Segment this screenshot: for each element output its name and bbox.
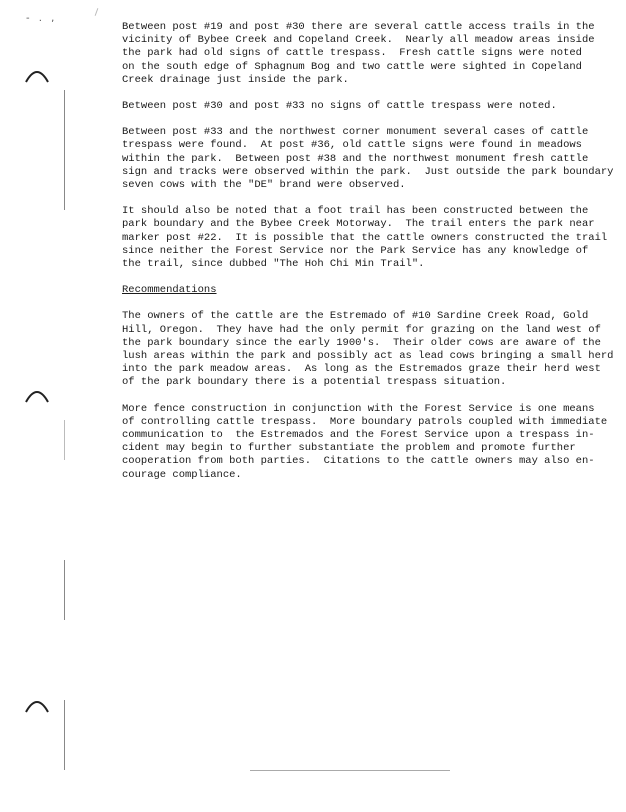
text-line: It should also be noted that a foot trail has been constructed between the — [122, 205, 589, 218]
text-line: trespass were found. At post #36, old cattle signs were found in meadows — [122, 139, 582, 152]
margin-edge-line — [64, 700, 65, 770]
text-line: since neither the Forest Service nor the Park Service has any knowledge of — [122, 244, 589, 257]
text-line: marker post #22. It is possible that the cattle owners constructed the trail — [122, 231, 608, 244]
scan-mark: - . , — [26, 13, 58, 24]
text-line: of controlling cattle trespass. More boundary patrols coupled with immediate — [122, 415, 608, 428]
text-line: on the south edge of Sphagnum Bog and two cattle were sighted in Copeland — [122, 60, 582, 73]
paragraph-cattle-owners — [122, 310, 614, 389]
paragraph-posts-33-northwest — [122, 126, 614, 192]
paragraph-foot-trail — [122, 205, 608, 271]
punch-hole-top — [24, 60, 50, 86]
text-line: More fence construction in conjunction with the Forest Service is one means — [122, 402, 595, 415]
punch-hole-middle — [24, 380, 50, 406]
margin-edge-line — [64, 560, 65, 620]
text-line: the park boundary since the early 1900's. Their older cows are aware of the — [122, 336, 601, 349]
text-line: the trail, since dubbed "The Hoh Chi Min Trail". — [122, 258, 425, 271]
text-line: courage compliance. — [122, 468, 242, 481]
text-line: seven cows with the "DE" brand were observed. — [122, 179, 406, 192]
punch-hole-bottom — [24, 690, 50, 716]
text-line: of the park boundary there is a potential trespass situation. — [122, 376, 507, 389]
text-line: cooperation from both parties. Citations to the cattle owners may also en- — [122, 455, 595, 468]
paragraph-posts-19-30 — [122, 21, 600, 87]
text-line: The owners of the cattle are the Estremado of #10 Sardine Creek Road, Gold — [122, 310, 589, 323]
text-line: lush areas within the park and possibly act as lead cows bringing a small herd — [122, 350, 614, 363]
text-line: cident may begin to further substantiate the problem and promote further — [122, 442, 576, 455]
text-line: Creek drainage just inside the park. — [122, 73, 349, 86]
paragraph-fence-construction — [122, 402, 608, 482]
margin-edge-line — [64, 420, 65, 460]
text-line: vicinity of Bybee Creek and Copeland Creek. Nearly all meadow areas inside — [122, 34, 595, 47]
text-line: Between post #19 and post #30 there are several cattle access trails in the — [122, 21, 595, 33]
text-line: communication to the Estremados and the Forest Service upon a trespass in- — [122, 429, 595, 442]
text-line: the park had old signs of cattle trespass. Fresh cattle signs were noted — [122, 47, 582, 60]
scan-speck — [95, 8, 99, 16]
margin-edge-line — [64, 90, 65, 210]
text-line: Between post #33 and the northwest corner monument several cases of cattle — [122, 126, 589, 139]
text-line: within the park. Between post #38 and the northwest monument fresh cattle — [122, 152, 589, 165]
section-heading-recommendations: Recommendations — [122, 284, 217, 297]
text-line: Between post #30 and post #33 no signs of cattle trespass were noted. — [122, 100, 557, 113]
report-body — [122, 21, 614, 495]
text-line: park boundary and the Bybee Creek Motorway. The trail enters the park near — [122, 218, 595, 231]
text-line: Hill, Oregon. They have had the only permit for grazing on the land west of — [122, 323, 601, 336]
text-line: into the park meadow areas. As long as the Estremados graze their herd west — [122, 363, 601, 376]
bottom-edge-line — [250, 770, 450, 771]
paragraph-posts-30-33 — [122, 100, 600, 113]
text-line: sign and tracks were observed within the park. Just outside the park boundary — [122, 165, 614, 178]
